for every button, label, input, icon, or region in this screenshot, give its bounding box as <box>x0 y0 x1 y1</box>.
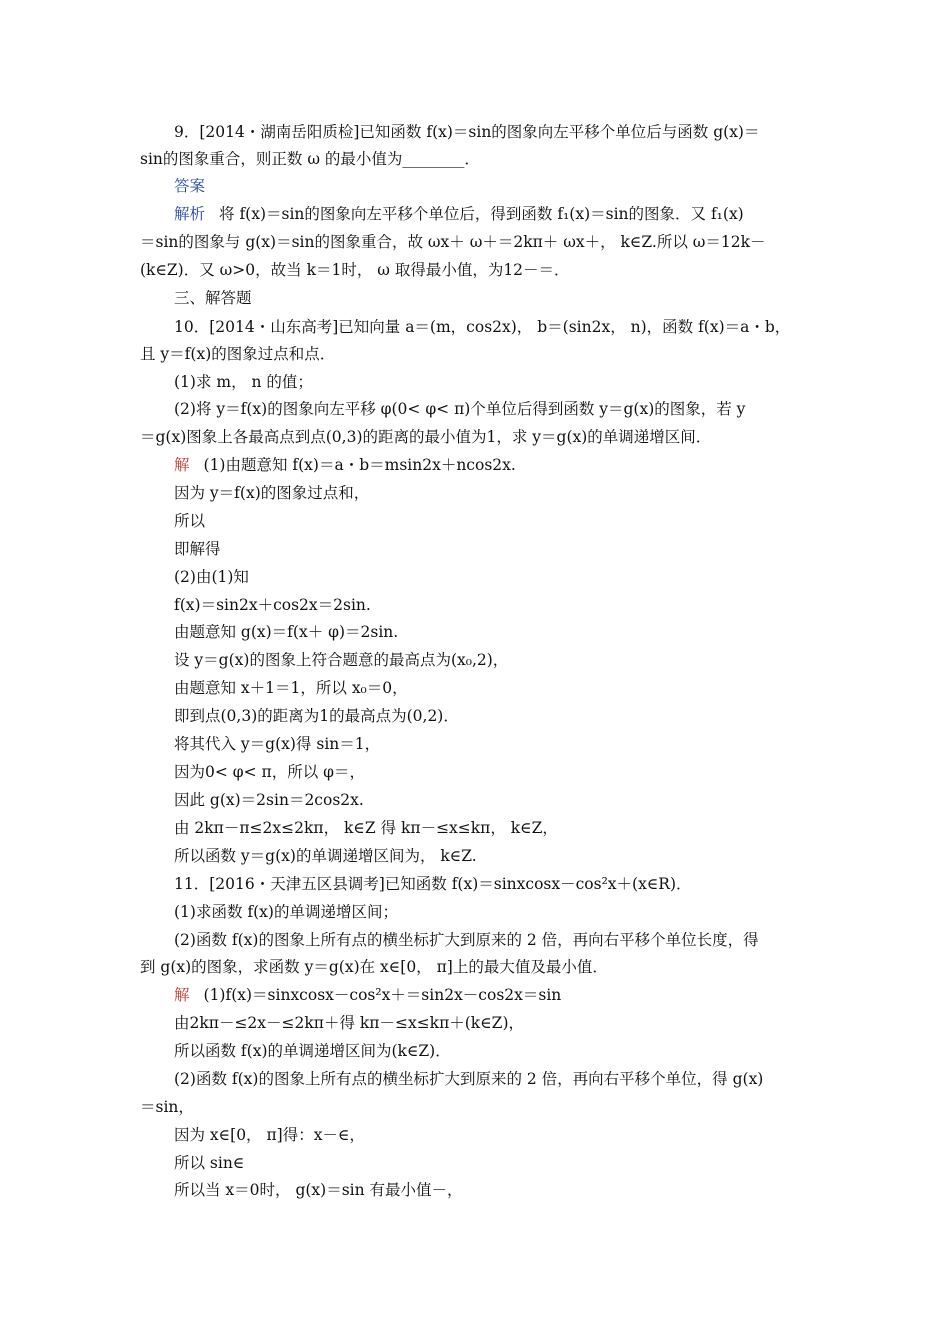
q9-analysis-line-1 <box>174 203 854 225</box>
section-title: 三、解答题 <box>174 289 252 307</box>
q11-part-1: (1)求函数 f(x)的单调递增区间； <box>174 903 398 921</box>
q10-part-2-line-1: (2)将 y＝f(x)的图象向左平移 φ(0< φ< π)个单位后得到函数 y＝g(x)的图象，若 y <box>174 400 746 418</box>
q11-solution-line-4: (2)函数 f(x)的图象上所有点的横坐标扩大到原来的 2 倍，再向右平移个单位，得 g(x) <box>174 1070 764 1088</box>
q10-solution-line-9: 由题意知 x＋1＝1，所以 x₀＝0， <box>174 679 408 697</box>
q10-solution-line-1 <box>174 454 854 476</box>
q9-stem-line-1: 9．[2014・湖南岳阳质检]已知函数 f(x)＝sin的图象向左平移个单位后与函数 g(x)＝ <box>174 123 760 141</box>
q10-solution-line-2: 因为 y＝f(x)的图象过点和， <box>174 484 370 502</box>
analysis-tag: 解析 <box>174 205 206 223</box>
solution-tag: 解 <box>174 986 190 1004</box>
q10-solution-line-10: 即到点(0,3)的距离为1的最高点为(0,2)． <box>174 707 459 725</box>
q9-answer-row <box>174 175 854 197</box>
q10-solution-line-6: f(x)＝sin2x＋cos2x＝2sin. <box>174 596 371 614</box>
q11-solution-line-2: 由2kπ－≤2x－≤2kπ＋得 kπ－≤x≤kπ＋(k∈Z)， <box>174 1014 524 1032</box>
q10-solution-line-15: 所以函数 y＝g(x)的单调递增区间为， k∈Z. <box>174 847 477 865</box>
q10-solution-line-13: 因此 g(x)＝2sin＝2cos2x. <box>174 791 364 809</box>
q11-solution-line-1 <box>174 984 854 1006</box>
q9-analysis-text-1: 将 f(x)＝sin的图象向左平移个单位后，得到函数 f₁(x)＝sin的图象．又 f₁(x) <box>219 205 744 223</box>
q9-stem-line-2: sin的图象重合，则正数 ω 的最小值为________． <box>140 150 480 168</box>
q10-solution-line-14: 由 2kπ－π≤2x≤2kπ， k∈Z 得 kπ－≤x≤kπ， k∈Z， <box>174 819 558 837</box>
q11-part-2-line-2: 到 g(x)的图象，求函数 y＝g(x)在 x∈[0， π]上的最大值及最小值． <box>140 958 608 976</box>
q10-solution-line-11: 将其代入 y＝g(x)得 sin＝1， <box>174 735 381 753</box>
solution-tag: 解 <box>174 456 190 474</box>
q11-stem-line-1: 11．[2016・天津五区县调考]已知函数 f(x)＝sinxcosx－cos²x＋(x∈R)． <box>174 875 692 893</box>
q11-solution-line-5: ＝sin， <box>140 1098 194 1116</box>
q11-solution-text-1: (1)f(x)＝sinxcosx－cos²x＋＝sin2x－cos2x＝sin <box>203 986 562 1004</box>
q10-solution-line-5: (2)由(1)知 <box>174 568 249 586</box>
q10-part-1: (1)求 m， n 的值； <box>174 373 313 391</box>
q10-solution-line-3: 所以 <box>174 512 206 530</box>
q11-solution-line-8: 所以当 x＝0时， g(x)＝sin 有最小值－， <box>174 1181 463 1199</box>
q10-stem-line-1: 10．[2014・山东高考]已知向量 a＝(m，cos2x)， b＝(sin2x， n)，函数 f(x)＝a・b， <box>174 318 791 336</box>
q10-solution-text-1: (1)由题意知 f(x)＝a・b＝msin2x＋ncos2x. <box>203 456 516 474</box>
q11-part-2-line-1: (2)函数 f(x)的图象上所有点的横坐标扩大到原来的 2 倍，再向右平移个单位长度，得 <box>174 931 759 949</box>
q10-part-2-line-2: ＝g(x)图象上各最高点到点(0,3)的距离的最小值为1，求 y＝g(x)的单调递增区间． <box>140 428 712 446</box>
q10-solution-line-8: 设 y＝g(x)的图象上符合题意的最高点为(x₀,2)， <box>174 651 509 669</box>
q10-solution-line-4: 即解得 <box>174 540 221 558</box>
q10-solution-line-7: 由题意知 g(x)＝f(x＋ φ)＝2sin. <box>174 623 399 641</box>
q10-stem-line-2: 且 y＝f(x)的图象过点和点． <box>140 345 336 363</box>
q11-solution-line-3: 所以函数 f(x)的单调递增区间为(k∈Z)． <box>174 1042 451 1060</box>
q11-solution-line-6: 因为 x∈[0， π]得：x－∈， <box>174 1126 365 1144</box>
q11-solution-line-7: 所以 sin∈ <box>174 1154 245 1172</box>
q9-analysis-line-2: ＝sin的图象与 g(x)＝sin的图象重合，故 ωx＋ ω＋＝2kπ＋ ωx＋， k∈Z.所以 ω＝12k－ <box>140 233 766 251</box>
answer-tag: 答案 <box>174 177 206 195</box>
q10-solution-line-12: 因为0< φ< π，所以 φ＝， <box>174 763 366 781</box>
q9-analysis-line-3: (k∈Z)．又 ω>0，故当 k＝1时， ω 取得最小值，为12－＝． <box>140 261 570 279</box>
